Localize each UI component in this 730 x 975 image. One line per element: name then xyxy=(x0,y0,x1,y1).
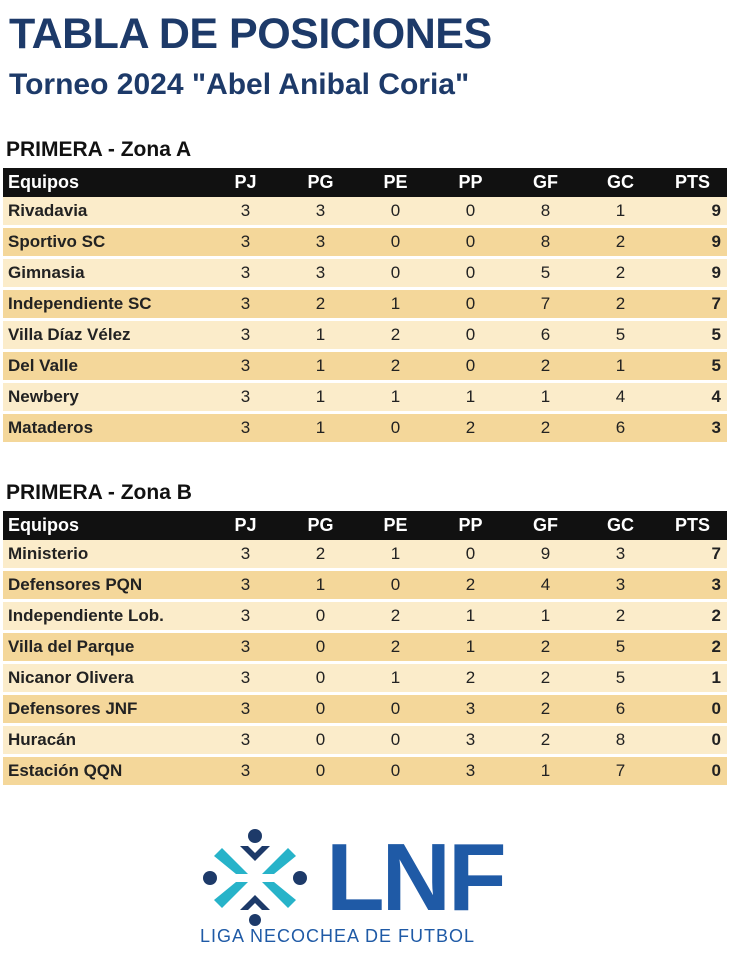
stat-cell: 1 xyxy=(283,351,358,382)
stat-cell: 3 xyxy=(208,694,283,725)
stat-cell: 2 xyxy=(283,540,358,570)
stat-cell: 2 xyxy=(508,663,583,694)
stat-cell: 3 xyxy=(208,197,283,227)
stat-cell: 2 xyxy=(358,601,433,632)
stat-cell: 9 xyxy=(658,258,727,289)
team-name-cell: Del Valle xyxy=(3,351,208,382)
table-row xyxy=(3,258,727,289)
column-header: Equipos xyxy=(3,511,208,540)
stat-cell: 3 xyxy=(208,570,283,601)
column-header: GF xyxy=(508,511,583,540)
stat-cell: 0 xyxy=(433,258,508,289)
zone-b-title: PRIMERA - Zona B xyxy=(6,481,192,504)
team-name-cell: Defensores PQN xyxy=(3,570,208,601)
stat-cell: 2 xyxy=(358,351,433,382)
table-row xyxy=(3,320,727,351)
stat-cell: 1 xyxy=(358,540,433,570)
column-header: PTS xyxy=(658,168,727,197)
stat-cell: 0 xyxy=(283,632,358,663)
stat-cell: 0 xyxy=(433,197,508,227)
stat-cell: 3 xyxy=(433,725,508,756)
stat-cell: 2 xyxy=(583,258,658,289)
stat-cell: 2 xyxy=(508,694,583,725)
table-row xyxy=(3,632,727,663)
team-name-cell: Newbery xyxy=(3,382,208,413)
stat-cell: 8 xyxy=(583,725,658,756)
stat-cell: 9 xyxy=(658,227,727,258)
page-title: TABLA DE POSICIONES xyxy=(9,10,492,58)
stat-cell: 1 xyxy=(508,756,583,787)
table-row xyxy=(3,540,727,570)
column-header: PE xyxy=(358,168,433,197)
stat-cell: 2 xyxy=(358,632,433,663)
table-header-row xyxy=(3,168,727,197)
stat-cell: 3 xyxy=(208,382,283,413)
zone-a-table xyxy=(3,168,727,445)
team-name-cell: Huracán xyxy=(3,725,208,756)
table-row xyxy=(3,570,727,601)
stat-cell: 0 xyxy=(283,601,358,632)
stat-cell: 8 xyxy=(508,197,583,227)
stat-cell: 0 xyxy=(358,570,433,601)
stat-cell: 5 xyxy=(583,320,658,351)
stat-cell: 2 xyxy=(658,601,727,632)
stat-cell: 0 xyxy=(358,725,433,756)
team-name-cell: Estación QQN xyxy=(3,756,208,787)
column-header: PJ xyxy=(208,168,283,197)
lnf-logo-text: LNF xyxy=(326,824,504,931)
stat-cell: 1 xyxy=(433,382,508,413)
stat-cell: 1 xyxy=(583,351,658,382)
stat-cell: 3 xyxy=(208,413,283,444)
team-name-cell: Defensores JNF xyxy=(3,694,208,725)
column-header: GC xyxy=(583,511,658,540)
team-name-cell: Villa del Parque xyxy=(3,632,208,663)
stat-cell: 0 xyxy=(283,725,358,756)
column-header: PE xyxy=(358,511,433,540)
column-header: GC xyxy=(583,168,658,197)
stat-cell: 7 xyxy=(583,756,658,787)
stat-cell: 1 xyxy=(283,413,358,444)
stat-cell: 3 xyxy=(658,570,727,601)
column-header: PJ xyxy=(208,511,283,540)
lnf-logo-subtext: LIGA NECOCHEA DE FUTBOL xyxy=(200,926,476,946)
stat-cell: 1 xyxy=(433,601,508,632)
stat-cell: 3 xyxy=(208,601,283,632)
stat-cell: 3 xyxy=(208,540,283,570)
stat-cell: 3 xyxy=(433,756,508,787)
stat-cell: 4 xyxy=(658,382,727,413)
table-row xyxy=(3,382,727,413)
team-name-cell: Ministerio xyxy=(3,540,208,570)
stat-cell: 7 xyxy=(658,289,727,320)
stat-cell: 3 xyxy=(208,227,283,258)
table-row xyxy=(3,289,727,320)
team-name-cell: Mataderos xyxy=(3,413,208,444)
stat-cell: 3 xyxy=(283,227,358,258)
stat-cell: 2 xyxy=(658,632,727,663)
column-header: Equipos xyxy=(3,168,208,197)
stat-cell: 2 xyxy=(583,289,658,320)
stat-cell: 8 xyxy=(508,227,583,258)
stat-cell: 2 xyxy=(508,632,583,663)
stat-cell: 1 xyxy=(658,663,727,694)
stat-cell: 2 xyxy=(508,351,583,382)
stat-cell: 5 xyxy=(583,663,658,694)
stat-cell: 0 xyxy=(283,694,358,725)
stat-cell: 0 xyxy=(358,227,433,258)
table-header-row xyxy=(3,511,727,540)
team-name-cell: Sportivo SC xyxy=(3,227,208,258)
team-name-cell: Nicanor Olivera xyxy=(3,663,208,694)
stat-cell: 2 xyxy=(433,663,508,694)
stat-cell: 6 xyxy=(508,320,583,351)
team-name-cell: Gimnasia xyxy=(3,258,208,289)
table-row xyxy=(3,601,727,632)
stat-cell: 3 xyxy=(208,289,283,320)
stat-cell: 5 xyxy=(583,632,658,663)
stat-cell: 2 xyxy=(508,413,583,444)
stat-cell: 3 xyxy=(208,632,283,663)
stat-cell: 1 xyxy=(358,382,433,413)
table-row xyxy=(3,694,727,725)
stat-cell: 9 xyxy=(508,540,583,570)
stat-cell: 0 xyxy=(358,756,433,787)
stat-cell: 2 xyxy=(508,725,583,756)
stat-cell: 0 xyxy=(283,756,358,787)
stat-cell: 2 xyxy=(433,413,508,444)
stat-cell: 3 xyxy=(208,756,283,787)
zone-a-title: PRIMERA - Zona A xyxy=(6,138,192,161)
stat-cell: 0 xyxy=(658,725,727,756)
stat-cell: 2 xyxy=(583,227,658,258)
stat-cell: 0 xyxy=(283,663,358,694)
stat-cell: 0 xyxy=(433,227,508,258)
stat-cell: 0 xyxy=(658,756,727,787)
team-name-cell: Villa Díaz Vélez xyxy=(3,320,208,351)
stat-cell: 7 xyxy=(658,540,727,570)
column-header: GF xyxy=(508,168,583,197)
table-row xyxy=(3,351,727,382)
column-header: PG xyxy=(283,511,358,540)
team-name-cell: Independiente SC xyxy=(3,289,208,320)
stat-cell: 2 xyxy=(358,320,433,351)
stat-cell: 2 xyxy=(433,570,508,601)
page-subtitle: Torneo 2024 "Abel Anibal Coria" xyxy=(9,68,470,101)
stat-cell: 5 xyxy=(658,351,727,382)
stat-cell: 3 xyxy=(583,570,658,601)
stat-cell: 2 xyxy=(583,601,658,632)
stat-cell: 3 xyxy=(433,694,508,725)
stat-cell: 3 xyxy=(283,258,358,289)
stat-cell: 3 xyxy=(208,258,283,289)
table-row xyxy=(3,756,727,787)
stat-cell: 1 xyxy=(283,570,358,601)
lnf-logo xyxy=(200,826,520,956)
stat-cell: 6 xyxy=(583,413,658,444)
stat-cell: 1 xyxy=(508,601,583,632)
stat-cell: 0 xyxy=(358,258,433,289)
stat-cell: 9 xyxy=(658,197,727,227)
stat-cell: 1 xyxy=(358,663,433,694)
table-row xyxy=(3,227,727,258)
stat-cell: 1 xyxy=(508,382,583,413)
stat-cell: 7 xyxy=(508,289,583,320)
stat-cell: 0 xyxy=(433,289,508,320)
stat-cell: 0 xyxy=(433,320,508,351)
stat-cell: 3 xyxy=(283,197,358,227)
stat-cell: 4 xyxy=(508,570,583,601)
stat-cell: 1 xyxy=(358,289,433,320)
column-header: PG xyxy=(283,168,358,197)
team-name-cell: Rivadavia xyxy=(3,197,208,227)
stat-cell: 3 xyxy=(583,540,658,570)
table-row xyxy=(3,197,727,227)
stat-cell: 3 xyxy=(208,351,283,382)
stat-cell: 5 xyxy=(658,320,727,351)
stat-cell: 3 xyxy=(208,663,283,694)
stat-cell: 0 xyxy=(433,351,508,382)
stat-cell: 0 xyxy=(358,413,433,444)
stat-cell: 0 xyxy=(433,540,508,570)
stat-cell: 1 xyxy=(283,320,358,351)
table-row xyxy=(3,663,727,694)
stat-cell: 0 xyxy=(358,694,433,725)
stat-cell: 3 xyxy=(658,413,727,444)
column-header: PP xyxy=(433,511,508,540)
stat-cell: 1 xyxy=(283,382,358,413)
stat-cell: 3 xyxy=(208,725,283,756)
table-row xyxy=(3,413,727,444)
table-row xyxy=(3,725,727,756)
stat-cell: 6 xyxy=(583,694,658,725)
stat-cell: 1 xyxy=(583,197,658,227)
team-name-cell: Independiente Lob. xyxy=(3,601,208,632)
column-header: PP xyxy=(433,168,508,197)
stat-cell: 0 xyxy=(658,694,727,725)
stat-cell: 1 xyxy=(433,632,508,663)
stat-cell: 5 xyxy=(508,258,583,289)
stat-cell: 3 xyxy=(208,320,283,351)
column-header: PTS xyxy=(658,511,727,540)
stat-cell: 2 xyxy=(283,289,358,320)
lnf-logo-mark-icon xyxy=(200,826,310,926)
stat-cell: 4 xyxy=(583,382,658,413)
stat-cell: 0 xyxy=(358,197,433,227)
zone-b-table xyxy=(3,511,727,788)
